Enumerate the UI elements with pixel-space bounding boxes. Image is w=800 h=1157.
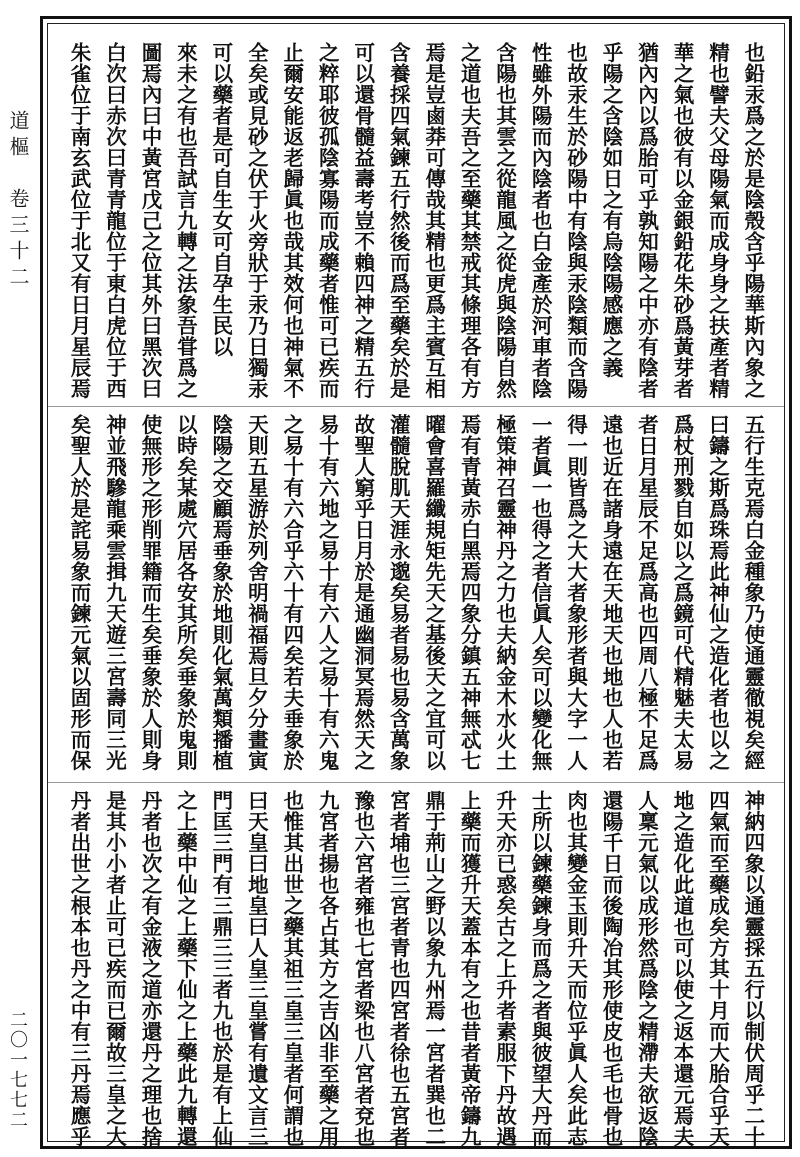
page-frame-inner: [47, 23, 785, 1147]
text-column: 曰天皇曰地皇曰人皇三皇嘗有遺文言三: [244, 790, 269, 1147]
text-column: 宮者埔也三宮者青也四宮者徐也五宮者: [386, 790, 411, 1147]
text-register-middle: [54, 414, 778, 776]
text-column: 五行生克焉白金種象乃使通靈徹視矣經: [740, 414, 765, 771]
text-column: 極策神召靈神丹之力也夫納金木水火土: [492, 414, 517, 771]
text-register-bottom: [54, 790, 778, 1152]
text-column: 豫也六宮者雍也七宮者梁也八宮者兗也: [350, 790, 375, 1147]
text-column: 乎陽之含陰如日之有烏陰陽感應之義: [599, 42, 624, 378]
text-column: 士所以鍊藥鍊身而爲之者與彼望大丹而: [528, 790, 553, 1147]
register-divider: [48, 782, 784, 783]
text-column: 一者眞一也得之者信眞人矣可以變化無: [528, 414, 553, 771]
text-column: 含養採四氣鍊五行然後而爲至藥矣於是: [386, 42, 411, 399]
text-register-top: [54, 42, 778, 404]
text-column: 地之造化此道也可以使之返本還元焉夫: [669, 790, 694, 1147]
text-column: 曜會喜羅纖規矩先天之基後天之宜可以: [421, 414, 446, 771]
text-column: 可以藥者是可自生女可自孕生民以: [208, 42, 233, 357]
text-column: 門匡三門有三鼎三三者九也於是有上仙: [208, 790, 233, 1147]
text-column: 朱雀位于南玄武位于北又有日月星辰焉: [67, 42, 91, 399]
text-column: 肉也其變金玉則升天而位乎眞人矣此志: [563, 790, 588, 1147]
text-column: 人稟元氣以成形然爲陰之精滯夫欲返陰: [634, 790, 659, 1147]
text-column: 焉有青黃赤白黑焉四象分鎮五神無忒七: [457, 414, 482, 771]
text-column: 猶內內以爲胎可乎孰知陽之中亦有陰者: [634, 42, 659, 399]
text-column: 四氣而至藥成矣方其十月而大胎合乎天: [705, 790, 730, 1147]
book-title-label: 道樞 卷三十二: [6, 110, 30, 292]
text-column: 升天亦已惑矣古之上升者素服下丹故遇: [492, 790, 517, 1147]
text-column: 得一則皆爲之大大者象形者與大字一人: [563, 414, 588, 771]
text-column: 圖焉內曰中黃宮戊己之位其外曰黑次曰: [137, 42, 162, 399]
text-column: 九宮者揚也各占其方之吉凶非至藥之用: [315, 790, 340, 1147]
text-column: 可以還骨髓益壽考豈不賴四神之精五行: [350, 42, 375, 399]
text-column: 矣聖人於是詫易象而鍊元氣以固形而保: [67, 414, 91, 771]
text-column: 丹者也次之有金液之道亦還丹之理也捨: [137, 790, 162, 1147]
text-column: 也鉛汞爲之於是陰殼含乎陽華斯內象之: [740, 42, 765, 399]
text-column: 遠也近在諸身遠在天地天也地也人也若: [599, 414, 624, 771]
page-number-label: 二〇一七七二: [7, 1010, 28, 1130]
column-group: [54, 414, 778, 776]
text-column: 丹者出世之根本也丹之中有三丹焉應乎: [67, 790, 91, 1147]
text-column: 者日月星辰不足爲高也四周八極不足爲: [634, 414, 659, 771]
text-column: 性雖外陽而內陰者也白金產於河車者陰: [528, 42, 553, 399]
text-column: 曰鑄之斯爲珠焉此神仙之造化者也以之: [705, 414, 730, 771]
column-group: [54, 42, 778, 404]
text-column: 也故汞生於砂陽中有陰與汞陰類而含陽: [563, 42, 588, 399]
text-column: 鼎于荊山之野以象九州焉一宮者巽也二: [421, 790, 446, 1147]
text-column: 之易十有六合乎六十有四矣若夫垂象於: [279, 414, 304, 771]
text-column: 以時矣某處穴居各安其所矣垂象於鬼則: [173, 414, 198, 771]
column-group: [54, 790, 778, 1152]
text-column: 使無形之形削罪籍而生矣垂象於人則身: [137, 414, 162, 771]
text-column: 神並飛驂龍乘雲揖九天遊三宮壽同三光: [102, 414, 127, 771]
text-column: 易十有六地之易十有六人之易十有六鬼: [315, 414, 340, 771]
text-column: 華之氣也彼有以金銀鉛花朱砂爲黃芽者: [669, 42, 694, 399]
text-column: 之上藥中仙之上藥下仙之上藥此九轉還: [173, 790, 198, 1147]
text-column: 止爾安能返老歸眞也哉其效何也神氣不: [279, 42, 304, 399]
text-column: 是其小小者止可已疾而已爾故三皇之大: [102, 790, 127, 1147]
text-column: 還陽千日而後陶冶其形使皮也毛也骨也: [599, 790, 624, 1147]
text-column: 天則五星游於列舍明禍福焉旦夕分畫寅: [244, 414, 269, 771]
page-frame: [40, 16, 792, 1149]
text-column: 來未之有也吾試言九轉之法象吾甞爲之: [173, 42, 198, 399]
text-column: 之道也夫吾之至藥其禁戒其條理各有方: [457, 42, 482, 399]
text-column: 含陽也其雲之從龍風之從虎與陰陽自然: [492, 42, 517, 399]
register-divider: [48, 406, 784, 407]
text-column: 故聖人窮乎日月於是通幽洞冥焉然天之: [350, 414, 375, 771]
text-column: 也惟其出世之藥其祖三皇三皇者何謂也: [279, 790, 304, 1147]
text-column: 神納四象以通靈採五行以制伏周乎二十: [740, 790, 765, 1147]
text-column: 焉是豈鹵莽可傳哉其精也更爲主賓互相: [421, 42, 446, 399]
text-column: 灌髓脫肌天涯永邈矣易者易也易含萬象: [386, 414, 411, 771]
text-column: 精也譬夫父母陽氣而成身身之扶產者精: [705, 42, 730, 399]
outer-margin: [0, 0, 40, 1157]
text-column: 陰陽之交顧焉垂象於地則化氣萬類播植: [208, 414, 233, 771]
text-column: 全矣或見砂之伏于火旁狀于汞乃日獨汞: [244, 42, 269, 399]
text-column: 爲杖刑戮自如以之爲鏡可代精魅夫太易: [669, 414, 694, 771]
text-column: 上藥而獲升天蓋本有之也昔者黃帝鑄九: [457, 790, 482, 1147]
text-column: 之粹耶彼孤陰寡陽而成藥者惟可已疾而: [315, 42, 340, 399]
text-column: 白次曰赤次曰青青龍位于東白虎位于西: [102, 42, 127, 399]
